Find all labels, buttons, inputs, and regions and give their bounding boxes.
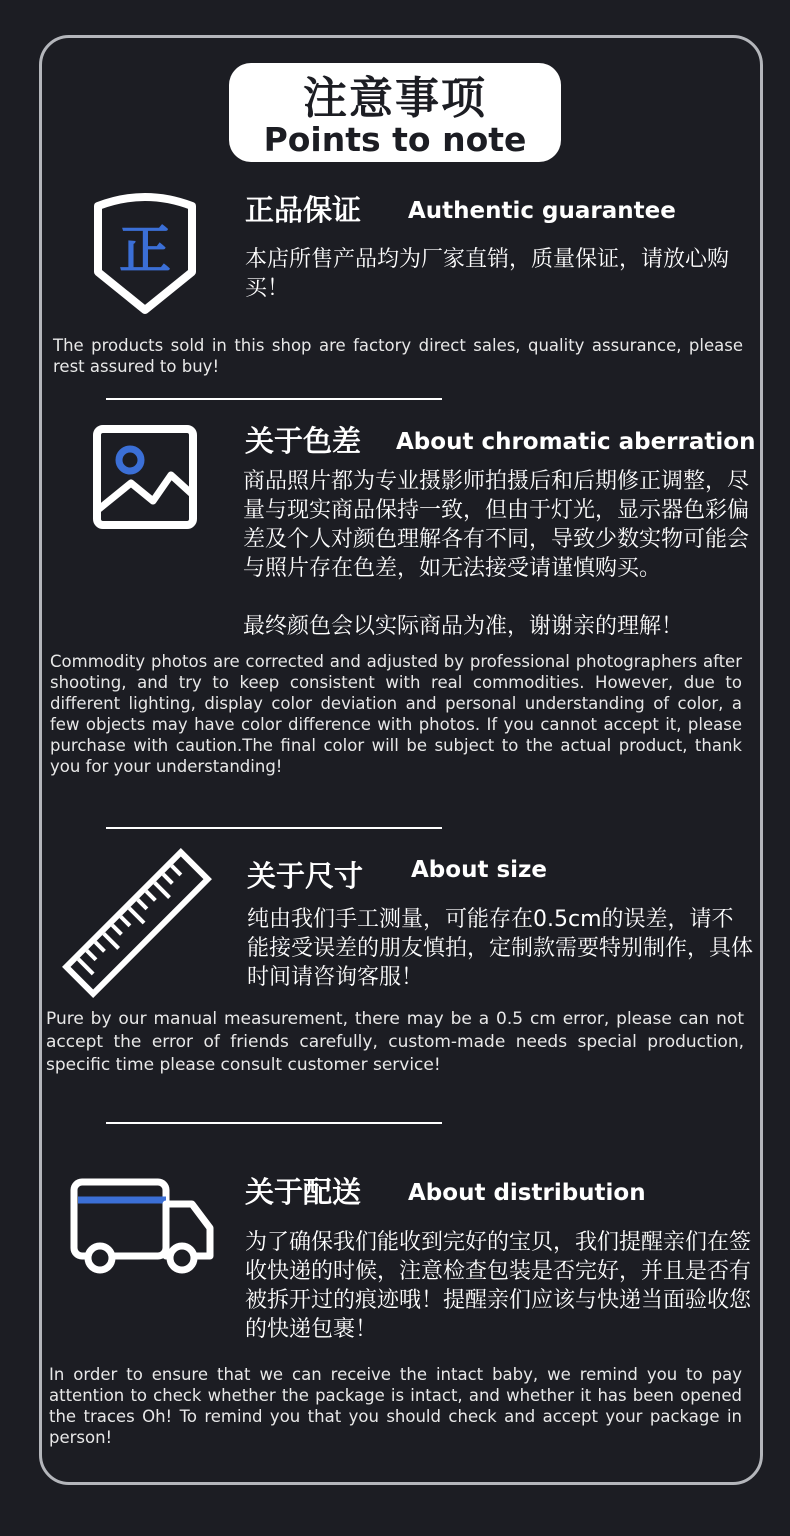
divider [106, 827, 442, 829]
section-description-cn: 商品照片都为专业摄影师拍摄后和后期修正调整，尽量与现实商品保持一致，但由于灯光，显示器色彩偏差及个人对颜色理解各有不同，导致少数实物可能会与照片存在色差，如无法接受请谨慎购买。 [243, 469, 750, 581]
section-description-cn: 为了确保我们能收到完好的宝贝，我们提醒亲们在签收快递的时候，注意检查包装是否完好，并且是否有被拆开过的痕迹哦！提醒亲们应该与快递当面验收您的快递包裹！ [245, 1230, 752, 1342]
section-heading-cn: 关于配送 [245, 1175, 362, 1209]
page-title-cn: 注意事项 [303, 73, 487, 124]
truck-icon [70, 1178, 214, 1278]
section-description-cn: 纯由我们手工测量，可能存在0.5cm的误差，请不能接受误差的朋友慎拍，定制款需要特别制作，具体时间请咨询客服！ [247, 907, 754, 990]
title-badge [229, 63, 561, 162]
divider [106, 398, 442, 400]
section-description-cn-final: 最终颜色会以实际商品为准，谢谢亲的理解！ [243, 614, 684, 639]
section-heading-cn: 关于色差 [245, 424, 362, 458]
section-heading-cn: 关于尺寸 [247, 859, 364, 893]
section-description-en: The products sold in this shop are factory direct sales, quality assurance, please rest assured to buy! [53, 336, 743, 376]
section-heading-en: About distribution [408, 1180, 646, 1206]
section-heading-en: Authentic guarantee [408, 198, 676, 224]
section-description-en: Pure by our manual measurement, there may be a 0.5 cm error, please can not accept the error of friends carefully, custom-made needs special production, specific time please consult customer service! [46, 1009, 744, 1075]
section-description-en: Commodity photos are corrected and adjusted by professional photographers after shooting, and try to keep consistent with real commodities. However, due to different lighting, display color deviation and personal understanding of color, a few objects may have color difference with photos. If you cannot accept it, please purchase with caution.The final color will be subject to the actual product, thank you for your understanding! [50, 652, 742, 776]
section-description-en: In order to ensure that we can receive the intact baby, we remind you to pay attention to check whether the package is intact, and whether it has been opened the traces Oh! To remind you that you should check and accept your package in person! [49, 1365, 742, 1447]
shield-glyph: 正 [118, 221, 172, 281]
section-description-cn: 本店所售产品均为厂家直销，质量保证，请放心购买！ [245, 247, 730, 301]
page-title-en: Points to note [263, 120, 527, 159]
divider [106, 1122, 442, 1124]
section-heading-cn: 正品保证 [245, 193, 362, 227]
ruler-icon [62, 848, 212, 998]
image-icon [93, 425, 197, 529]
section-heading-en: About chromatic aberration [396, 429, 756, 455]
shield-icon [92, 192, 198, 316]
section-heading-en: About size [411, 857, 548, 883]
